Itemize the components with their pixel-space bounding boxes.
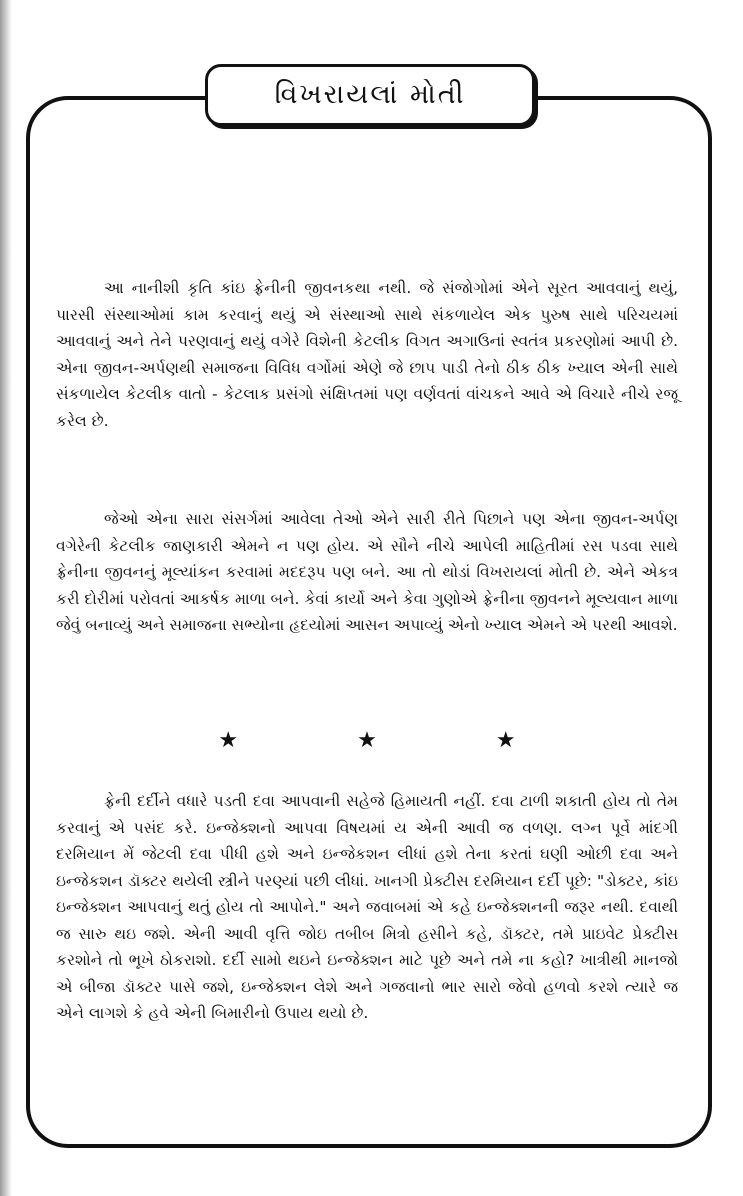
page-title: વિખરાયલાં મોતી [274, 79, 466, 110]
page-binding-edge [0, 0, 12, 1196]
title-box [205, 64, 535, 126]
paragraph-3 [56, 788, 678, 1027]
paragraph-3-text: ફ્રેની દર્દીને વધારે પડતી દવા આપવાની સહેજે હિમાયતી નહીં. દવા ટાળી શકાતી હોય તો તેમ કરવાનું એ પસંદ કરે. ઇન્જેક્શનો આપવા વિષયમાં ય એની આવી જ વળણ. લગ્ન પૂર્વે માંદગી દરમિયાન મેં જેટલી દવા પીધી હશે અને ઇન્જેકશન લીધાં હશે તેના કરતાં ઘણી ઓછી દવા અને ઇન્જેકશન ડૉક્ટર થયેલી સ્ત્રીને પરણ્યાં પછી લીધાં. ખાનગી પ્રેક્ટીસ દરમિયાન દર્દી પૂછે: "ડોક્ટર, કાંઇ ઇન્જેક્શન આપવાનું થતું હોય તો આપોને." અને જવાબમાં એ કહે ઇન્જેક્શનની જરૂર નથી. દવાથી જ સારુ થઇ જશે. એની આવી વૃત્તિ જોઇ તબીબ મિત્રો હસીને કહે, ડૉક્ટર, તમે પ્રાઇવેટ પ્રેક્ટીસ કરશોને તો ભૂખે ઠોકરાશો. દર્દી સામો થઇને ઇન્જેક્શન માટે પૂછે અને તમે ના કહો? ખાત્રીથી માનજો એ બીજા ડૉક્ટર પાસે જશે, ઇન્જેક્શન લેશે અને ગજવાનો ભાર સારો જેવો હળવો કરશે ત્યારે જ એને લાગશે કે હવે એની બિમારીનો ઉપાય થયો છે. [56, 792, 679, 1022]
paragraph-2-text: જેઓ એના સારા સંસર્ગમાં આવેલા તેઓ એને સારી રીતે પિછાને પણ એના જીવન-અર્પણ વગેરેની કેટલીક જાણકારી એમને ન પણ હોય. એ સૌને નીચે આપેલી માહિતીમાં રસ પડવા સાથે ફ્રેનીના જીવનનું મૂલ્યાંકન કરવામાં મદદરૂપ પણ બને. આ તો થોડાં વિખરાયલાં મોતી છે. એને એકત્ર કરી દોરીમાં પરોવતાં આકર્ષક માળા બને. કેવાં કાર્યો અને કેવા ગુણોએ ફ્રેનીના જીવનને મૂલ્યવાન માળા જેવું બનાવ્યું અને સમાજના સભ્યોના હૃદયોમાં આસન અપાવ્યું એનો ખ્યાલ એમને એ પરથી આવશે. [56, 510, 678, 634]
paragraph-1 [56, 275, 678, 434]
section-separator-stars: ★ ★ ★ [218, 728, 572, 753]
paragraph-1-text: આ નાનીશી કૃતિ કાંઇ ફ્રેનીની જીવનકથા નથી. જે સંજોગોમાં એને સૂરત આવવાનું થયું, પારસી સંસ્થાઓમાં કામ કરવાનું થયું એ સંસ્થાઓ સાથે સંકળાયેલ એક પુરુષ સાથે પરિચયમાં આવવાનું અને તેને પરણવાનું થયું વગેરે વિશેની કેટલીક વિગત અગાઉનાં સ્વતંત્ર પ્રકરણોમાં આપી છે. એના જીવન-અર્પણથી સમાજના વિવિધ વર્ગોમાં એણે જે છાપ પાડી તેનો ઠીક ઠીક ખ્યાલ એની સાથે સંકળાયેલ કેટલીક વાતો - કેટલાક પ્રસંગો સંક્ષિપ્તમાં પણ વર્ણવતાં વાંચકને આવે એ વિચારે નીચે રજૂ કરેલ છે. [56, 279, 678, 430]
paragraph-2 [56, 506, 678, 639]
